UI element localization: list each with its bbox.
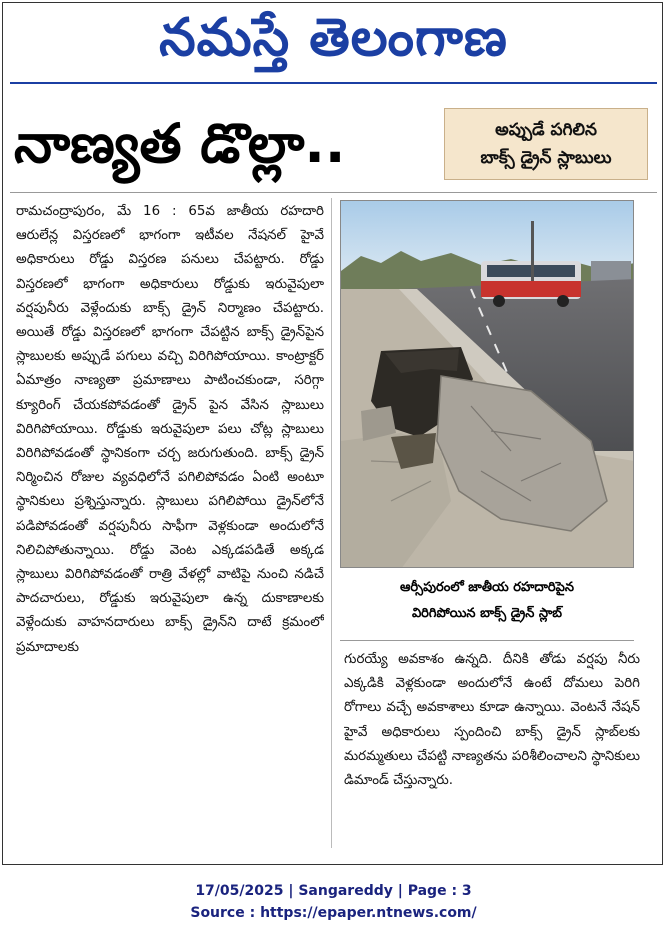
- footer-date-edition: 17/05/2025 | Sangareddy | Page : 3: [195, 883, 472, 899]
- caption-line-1: ఆర్సీపురంలో జాతీయ రహదారిపైన: [399, 580, 575, 595]
- column-divider: [331, 198, 332, 848]
- caption-rule: [340, 640, 634, 641]
- subhead-line-1: అప్పుడే పగిలిన: [495, 120, 597, 140]
- photo-illustration: [341, 201, 634, 568]
- subhead-line-2: బాక్స్ డ్రైన్ స్లాబులు: [480, 148, 612, 168]
- article-photo: [340, 200, 634, 568]
- newspaper-masthead: నమస్తే తెలంగాణ: [159, 8, 508, 68]
- caption-line-2: విరిగిపోయిన బాక్స్ డ్రైన్ స్లాబ్: [411, 606, 563, 621]
- masthead-rule: [10, 82, 657, 84]
- page-footer: [0, 880, 667, 924]
- article-headline: నాణ్యత డొల్లా..: [14, 112, 346, 175]
- body-left-text: రామచంద్రాపురం, మే 16 : 65వ జాతీయ రహదారి ఆరులేన్ల విస్తరణలో భాగంగా ఇటీవల నేషనల్ హైవే అధికారులు రోడ్డు విస్తరణ పనులు చేపట్టారు. రోడ్డు విస్తరణలో భాగంగా అధికారులు రోడ్డుకు ఇరువైపులా వర్షపునీరు వెళ్లేందుకు బాక్స్ డ్రైన్ నిర్మాణం చేపట్టారు. అయితే రోడ్డు విస్తరణలో భాగంగా చేపట్టిన బాక్స్ డ్రైన్‌పైన స్లాబులకు అప్పుడే పగులు వచ్చి విరిగిపోయాయి. కాంట్రాక్టర్ ఏమాత్రం నాణ్యతా ప్రమాణాలు పాటించకుండా, సరిగ్గా క్యూరింగ్ చేయకపోవడంతో డ్రైన్ పైన వేసిన స్లాబులు విరిగిపోయాయి. రోడ్డుకు ఇరువైపులా పలు చోట్ల స్లాబులు విరిగిపోవడంతో స్థానికంగా చర్చ జరుగుతుంది. బాక్స్ డ్రైన్ నిర్మించిన రోజుల వ్యవధిలోనే పగిలిపోవడం ఏంటి అంటూ స్థానికులు ప్రశ్నిస్తున్నారు. స్లాబులు పగిలిపోయి డ్రైన్‌లోనే పడిపోవడంతో వర్షపునీరు సాఫీగా వెళ్లకుండా అందులోనే నిలిచిపోతున్నాయి. రోడ్డు వెంట ఎక్కడపడితే అక్కడ స్లాబులు విరిగిపోవడంతో రాత్రి వేళల్లో వాటిపై నుంచి నడిచే పాదచారులు, రోడ్డుకు ఇరువైపులా ఉన్న దుకాణాలకు వెళ్లేందుకు వాహనదారులు బాక్స్ డ్రైన్‌ని దాటే క్రమంలో ప్రమాదాలకు: [16, 204, 324, 655]
- footer-source-link[interactable]: Source : https://epaper.ntnews.com/: [190, 905, 477, 921]
- article-body-right: [344, 648, 640, 848]
- body-right-text: గురయ్యే అవకాశం ఉన్నది. దీనికి తోడు వర్షపు నీరు ఎక్కడికి వెళ్లకుండా అందులోనే ఉంటే దోమలు పెరిగి రోగాలు వచ్చే అవకాశాలు కూడా ఉన్నాయి. వెంటనే నేషన్ హైవే అధికారులు స్పందించి బాక్స్ డ్రైన్ స్లాబ్‌లకు మరమ్మతులు చేపట్టి నాణ్యతను పరిశీలించాలని స్థానికులు డిమాండ్ చేస్తున్నారు.: [344, 652, 640, 789]
- headline-rule: [10, 192, 657, 193]
- photo-caption: [340, 570, 634, 632]
- subhead-box: [444, 108, 648, 180]
- article-body-left: [16, 200, 324, 850]
